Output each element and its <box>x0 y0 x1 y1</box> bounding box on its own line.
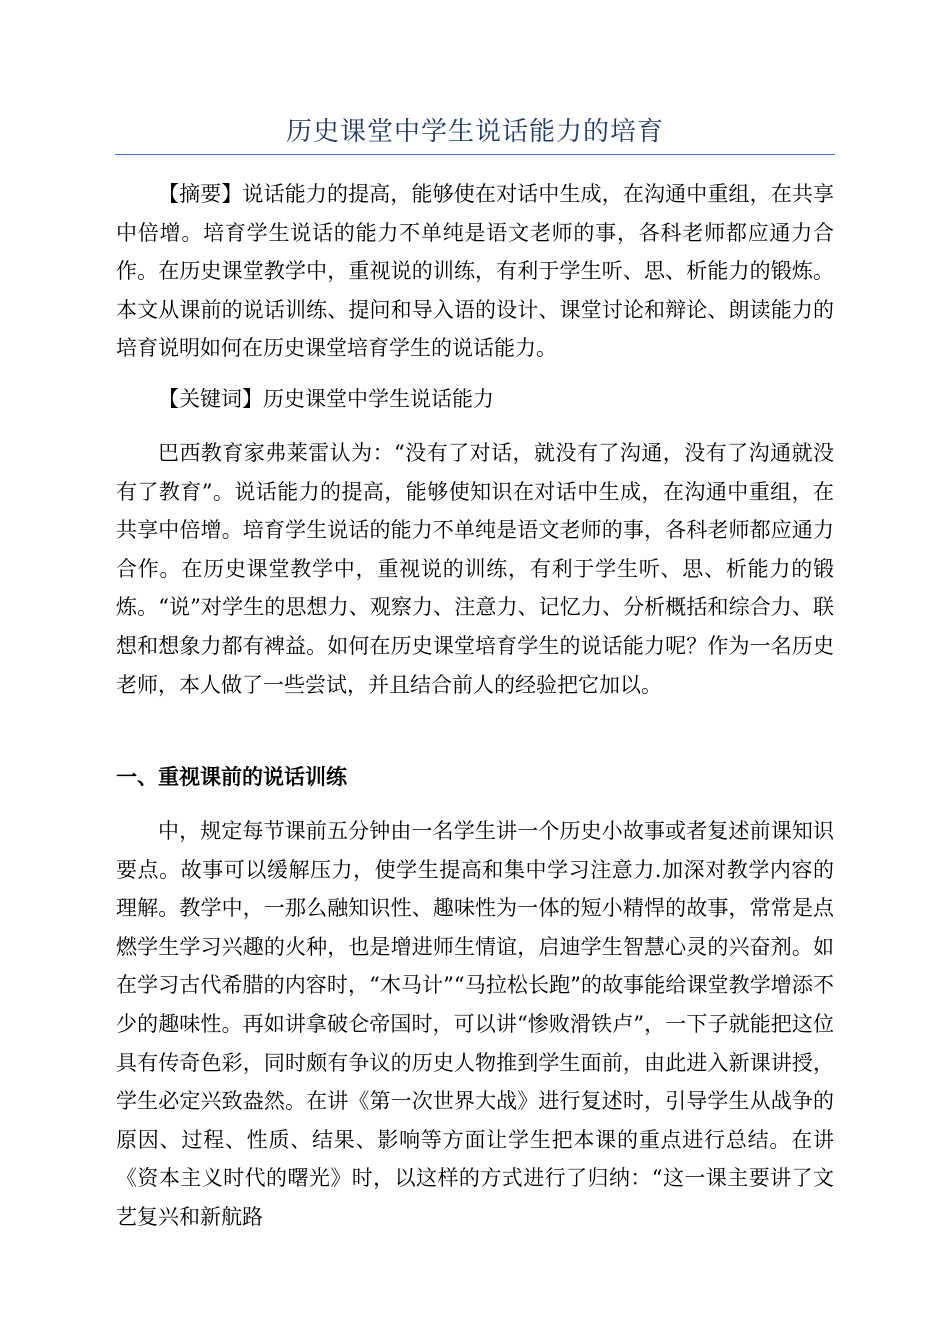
section-paragraph: 中，规定每节课前五分钟由一名学生讲一个历史小故事或者复述前课知识要点。故事可以缓解压力，使学生提高和集中学习注意力.加深对教学内容的理解。教学中，一那么融知识性、趣味性为一体的短小精悍的故事，常常是点燃学生学习兴趣的火种，也是增进师生情谊，启迪学生智慧心灵的兴奋剂。如在学习古代希腊的内容时，“木马计”“马拉松长跑”的故事能给课堂教学增添不少的趣味性。再如讲拿破仑帝国时，可以讲“惨败滑铁卢”，一下子就能把这位具有传奇色彩，同时颇有争议的历史人物推到学生面前，由此进入新课讲授，学生必定兴致盎然。在讲《第一次世界大战》进行复述时，引导学生从战争的原因、过程、性质、结果、影响等方面让学生把本课的重点进行总结。在讲《资本主义时代的曙光》时，以这样的方式进行了归纳：“这一课主要讲了文艺复兴和新航路 <box>116 819 834 1229</box>
abstract-paragraph: 【摘要】说话能力的提高，能够使在对话中生成，在沟通中重组，在共享中倍增。培育学生说话的能力不单纯是语文老师的事，各科老师都应通力合作。在历史课堂教学中，重视说的训练，有利于学生听、思、析能力的锻炼。本文从课前的说话训练、提问和导入语的设计、课堂讨论和辩论、朗读能力的培育说明如何在历史课堂培育学生的说话能力。 <box>116 182 834 361</box>
section1-body-block <box>116 812 834 1237</box>
abstract-block <box>116 175 834 368</box>
section1-heading-block <box>116 758 834 796</box>
intro-block <box>116 434 834 704</box>
keywords-block <box>116 380 834 419</box>
intro-paragraph: 巴西教育家弗莱雷认为：“没有了对话，就没有了沟通，没有了沟通就没有了教育”。说话能力的提高，能够使知识在对话中生成，在沟通中重组，在共享中倍增。培育学生说话的能力不单纯是语文老师的事，各科老师都应通力合作。在历史课堂教学中，重视说的训练，有利于学生听、思、析能力的锻炼。“说”对学生的思想力、观察力、注意力、记忆力、分析概括和综合力、联想和想象力都有裨益。如何在历史课堂培育学生的说话能力呢？作为一名历史老师，本人做了一些尝试，并且结合前人的经验把它加以。 <box>116 441 834 697</box>
document-title: 历史课堂中学生说话能力的培育 <box>285 117 664 147</box>
section-heading: 一、重视课前的说话训练 <box>116 765 347 789</box>
title-underline <box>115 154 835 155</box>
keywords-paragraph: 【关键词】历史课堂中学生说话能力 <box>158 387 494 411</box>
